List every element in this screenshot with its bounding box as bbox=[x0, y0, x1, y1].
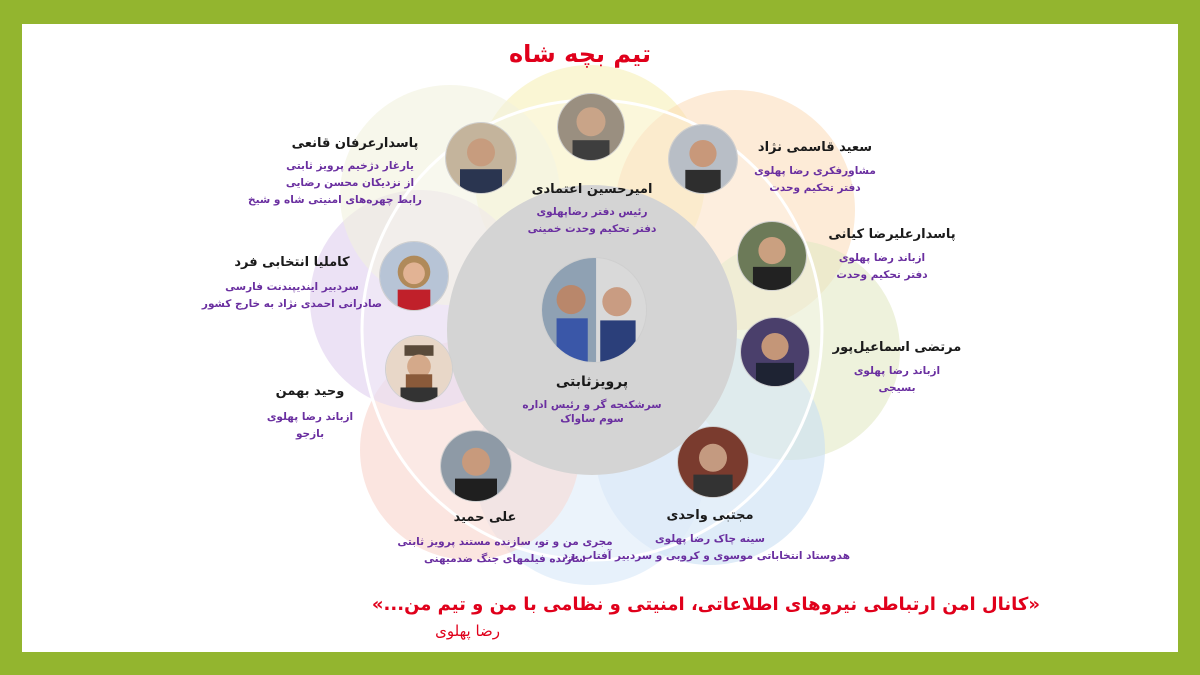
person-role-3-1: هدوستاد انتخاباتی موسوی و کروبی و سردبیر آفتاب یزد bbox=[562, 550, 850, 562]
person-name-2: مرتضی اسماعیل‌پور bbox=[832, 340, 962, 355]
photo-saeed bbox=[669, 125, 737, 193]
center-role-1: سرشکنجه گر و رئیس اداره bbox=[522, 399, 662, 411]
center-name: پرویزثابتی bbox=[555, 374, 629, 390]
person-name-6: کاملیا انتخابی فرد bbox=[234, 255, 350, 270]
person-role-2-0: ازباند رضا پهلوی bbox=[853, 365, 941, 377]
photo-ali bbox=[441, 431, 511, 501]
person-name-3: مجتبی واحدی bbox=[666, 508, 754, 523]
person-role-6-0: سردبیر ایندیپندنت فارسی bbox=[225, 281, 359, 293]
quote-text: «کانال امن ارتباطی نیروهای اطلاعاتی، امنیتی و نظامی با من و تیم من...» bbox=[371, 594, 1040, 615]
page-title: تیم بچه شاه bbox=[509, 40, 651, 68]
person-role-7-0: یارغار دژخیم پرویز ثابتی bbox=[286, 160, 414, 172]
person-name-4: علی حمید bbox=[453, 510, 517, 525]
photo-vahid bbox=[386, 336, 452, 402]
person-role-7-2: رابط چهره‌های امنیتی شاه و شیخ bbox=[248, 194, 422, 206]
center-photo bbox=[542, 258, 646, 362]
person-name-5: وحید بهمن bbox=[275, 384, 345, 399]
person-role-7-1: از نزدیکان محسن رضایی bbox=[285, 177, 415, 189]
person-name-7: پاسدارعرفان قانعی bbox=[291, 136, 419, 151]
person-role-6-1: صادرانی احمدی نژاد به خارج کشور bbox=[201, 298, 383, 310]
photo-alireza bbox=[738, 222, 806, 290]
inner-role-2: دفتر تحکیم وحدت خمینی bbox=[527, 223, 657, 235]
person-role-5-0: ازباند رضا پهلوی bbox=[266, 411, 354, 423]
person-role-1-0: ازباند رضا پهلوی bbox=[838, 252, 926, 264]
photo-morteza bbox=[741, 318, 809, 386]
signature-text: رضا پهلوی bbox=[435, 622, 500, 640]
person-role-4-0: مجری من و تو، سازنده مستند پرویز ثابتی bbox=[397, 536, 613, 548]
person-role-4-1: سازنده فیلمهای جنگ ضدمیهنی bbox=[424, 553, 586, 565]
photo-mojtaba bbox=[678, 427, 748, 497]
photo-erfan bbox=[446, 123, 516, 193]
inner-photo bbox=[558, 94, 624, 160]
inner-name: امیرحسین اعتمادی bbox=[531, 182, 653, 197]
inner-role-1: رئیس دفتر رضاپهلوی bbox=[536, 206, 648, 218]
person-role-3-0: سینه چاک رضا پهلوی bbox=[655, 533, 765, 545]
person-role-1-1: دفتر تحکیم وحدت bbox=[836, 269, 928, 281]
center-role-2: سوم ساواک bbox=[560, 413, 624, 425]
person-role-0-0: مشاورفکری رضا پهلوی bbox=[754, 165, 876, 177]
person-name-0: سعید قاسمی نژاد bbox=[757, 140, 873, 155]
person-role-5-1: بازجو bbox=[295, 428, 325, 440]
person-name-1: پاسدارعلیرضا کیانی bbox=[828, 227, 956, 242]
person-role-2-1: بسیجی bbox=[878, 382, 916, 394]
person-role-0-1: دفتر تحکیم وحدت bbox=[769, 182, 861, 194]
